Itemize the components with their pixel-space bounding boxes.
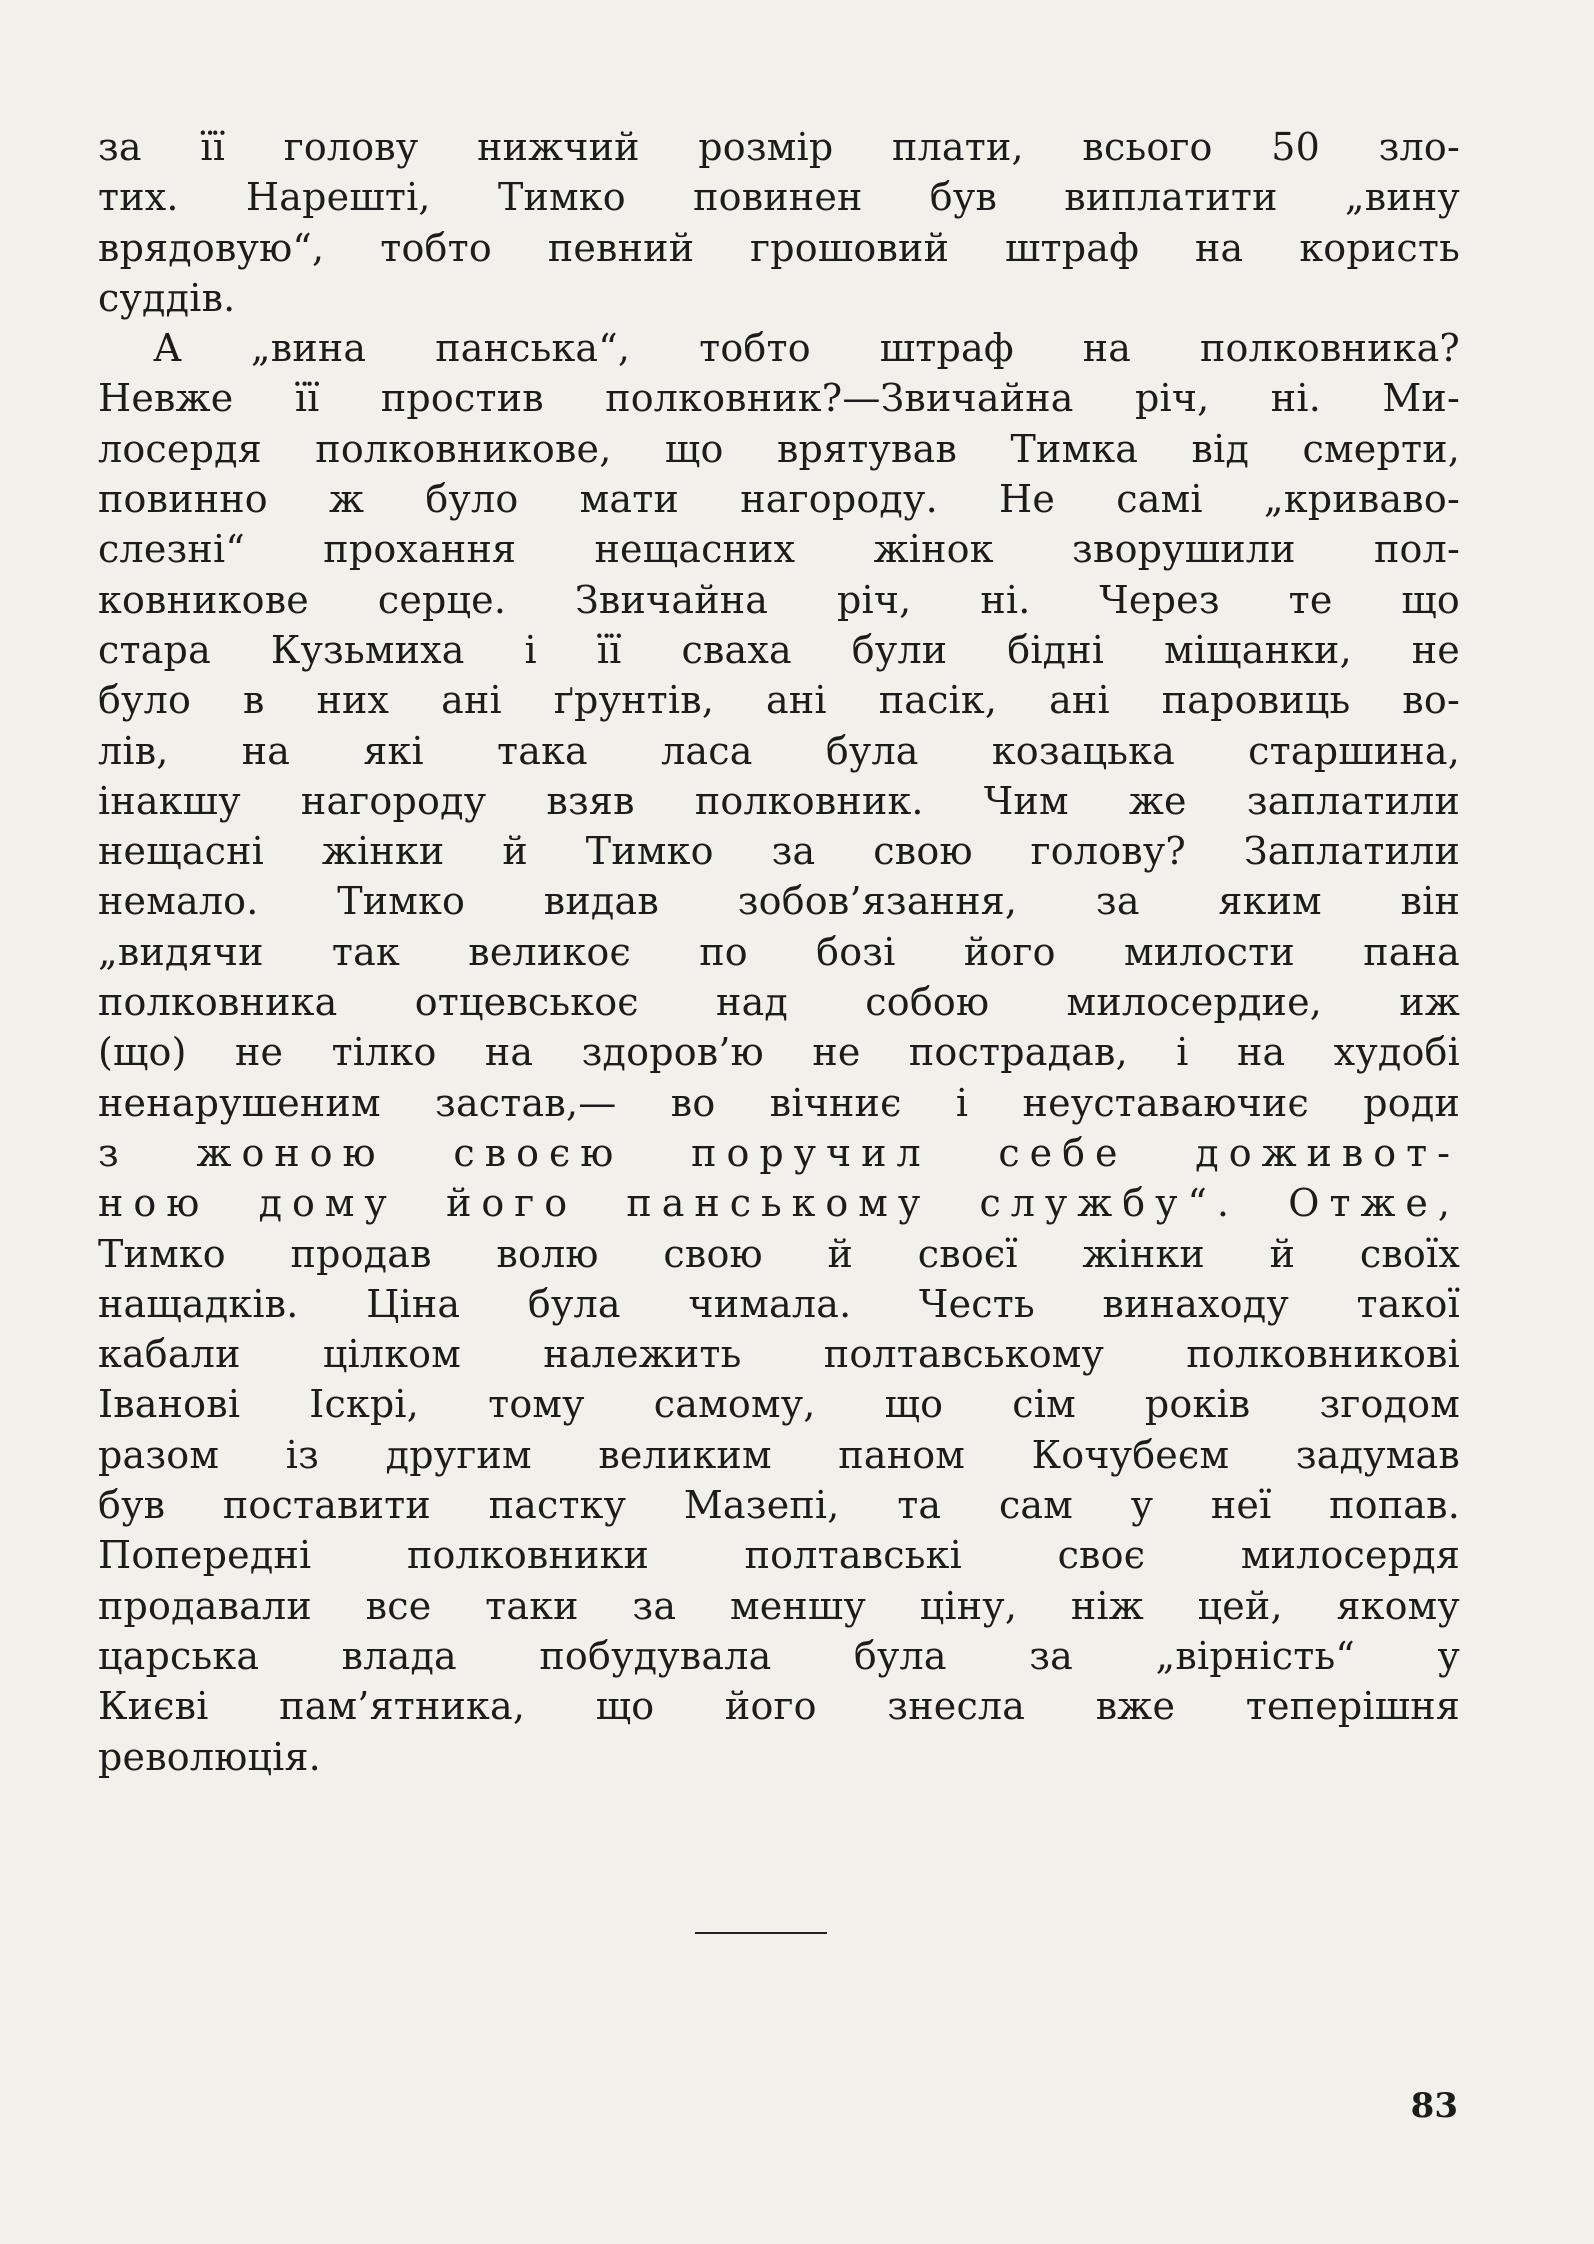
text-line: повинно ж було мати нагороду. Не самі „криваво-: [98, 477, 1460, 522]
text-line: лосердя полковникове, що врятував Тимка від смерти,: [98, 426, 1460, 471]
text-line: А „вина панська“, тобто штраф на полковника?: [153, 326, 1460, 371]
text-line: суддів.: [98, 275, 236, 320]
text-line: тих. Нарешті, Тимко повинен був виплатити „вину: [98, 175, 1460, 220]
text-line: з жоною своєю поручил себе доживот-: [98, 1130, 1460, 1175]
text-line: було в них ані ґрунтів, ані пасік, ані паровиць во-: [98, 678, 1460, 723]
text-line: лів, на які така ласа була козацька старшина,: [98, 728, 1460, 773]
body-text: [98, 122, 1460, 1782]
text-line: полковника отцевськоє над собою милосердие, иж: [98, 980, 1460, 1025]
text-line: немало. Тимко видав зобов’язання, за яким він: [98, 879, 1460, 924]
text-line: Тимко продав волю свою й своєї жінки й своїх: [98, 1231, 1460, 1276]
text-line: врядовую“, тобто певний грошовий штраф на користь: [98, 225, 1460, 270]
section-divider: [695, 1932, 827, 1934]
text-line: ною дому його панському службу“. Отже,: [98, 1181, 1460, 1226]
text-line: (що) не тілко на здоров’ю не пострадав, і на худобі: [98, 1030, 1460, 1075]
text-line: революція.: [98, 1734, 321, 1779]
text-line: Києві пам’ятника, що його знесла вже теперішня: [98, 1684, 1460, 1729]
text-line: стара Кузьмиха і її сваха були бідні міщанки, не: [98, 627, 1460, 672]
text-line: ковникове серце. Звичайна річ, ні. Через те що: [98, 577, 1460, 622]
text-line: разом із другим великим паном Кочубеєм задумав: [98, 1432, 1460, 1477]
text-line: продавали все таки за меншу ціну, ніж цей, якому: [98, 1583, 1460, 1628]
text-line: ненарушеним застав,— во вічниє і неуставаючиє роди: [98, 1080, 1460, 1125]
text-line: слезні“ прохання нещасних жінок зворушили пол-: [98, 527, 1460, 572]
text-line: кабали цілком належить полтавському полковникові: [98, 1332, 1460, 1377]
text-line: „видячи так великоє по бозі його милости пана: [98, 929, 1460, 974]
text-line: нащадків. Ціна була чимала. Честь винаходу такої: [98, 1281, 1460, 1326]
text-line: Невже її простив полковник?—Звичайна річ, ні. Ми-: [98, 376, 1460, 421]
text-line: нещасні жінки й Тимко за свою голову? Заплатили: [98, 829, 1460, 874]
text-line: царська влада побудувала була за „вірність“ у: [98, 1633, 1460, 1678]
text-line: інакшу нагороду взяв полковник. Чим же заплатили: [98, 778, 1460, 823]
text-line: за її голову нижчий розмір плати, всього 50 зло-: [98, 125, 1460, 169]
text-line: Попередні полковники полтавські своє милосердя: [98, 1533, 1460, 1578]
page-number: 83: [1410, 2086, 1458, 2126]
text-line: Іванові Іскрі, тому самому, що сім років згодом: [98, 1382, 1460, 1427]
text-line: був поставити пастку Мазепі, та сам у неї попав.: [98, 1483, 1460, 1528]
